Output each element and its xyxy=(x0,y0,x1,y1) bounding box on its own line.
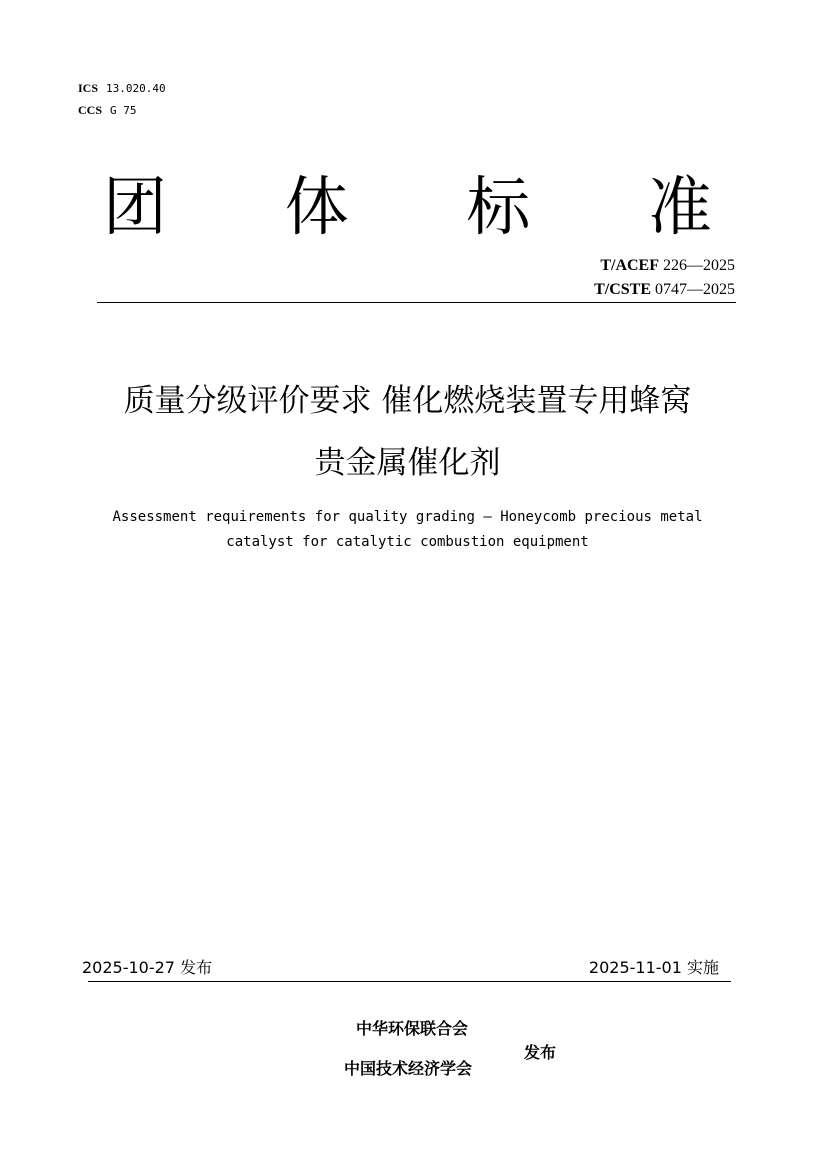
release-date: 2025-10-27 发布 xyxy=(82,958,213,977)
implement-date: 2025-11-01 实施 xyxy=(588,958,719,977)
standard-number-1-value: 226—2025 xyxy=(663,257,735,274)
footer-divider xyxy=(88,981,731,982)
heading-char-4: 准 xyxy=(647,171,712,245)
standard-number-2 xyxy=(594,280,735,300)
standard-number-1 xyxy=(600,256,735,276)
ics-label: ICS xyxy=(78,81,99,95)
publisher-org1: 中华环保联合会 xyxy=(356,1019,469,1038)
standard-number-1-prefix: T/ACEF xyxy=(600,257,659,274)
ics-value: 13.020.40 xyxy=(106,82,166,95)
title-en-line1: Assessment requirements for quality grading — Honeycomb precious metal xyxy=(112,509,703,525)
ccs-value: G 75 xyxy=(110,104,137,117)
title-cn-line2: 贵金属催化剂 xyxy=(314,445,501,481)
standard-number-2-prefix: T/CSTE xyxy=(594,281,651,298)
title-cn-line1: 质量分级评价要求 催化燃烧装置专用蜂窝 xyxy=(123,383,692,419)
ics-line xyxy=(78,80,166,97)
heading-char-2: 体 xyxy=(284,171,349,245)
title-en-line2: catalyst for catalytic combustion equipment xyxy=(226,534,589,550)
header-divider xyxy=(97,302,736,303)
standard-number-2-value: 0747—2025 xyxy=(655,281,735,298)
heading-char-3: 标 xyxy=(466,171,531,245)
ccs-label: CCS xyxy=(78,103,103,117)
heading-char-1: 团 xyxy=(103,171,167,245)
document-type-heading xyxy=(80,168,735,248)
publisher-org2: 中国技术经济学会 xyxy=(344,1059,473,1078)
ccs-line xyxy=(78,102,137,119)
publish-action: 发布 xyxy=(524,1043,557,1062)
